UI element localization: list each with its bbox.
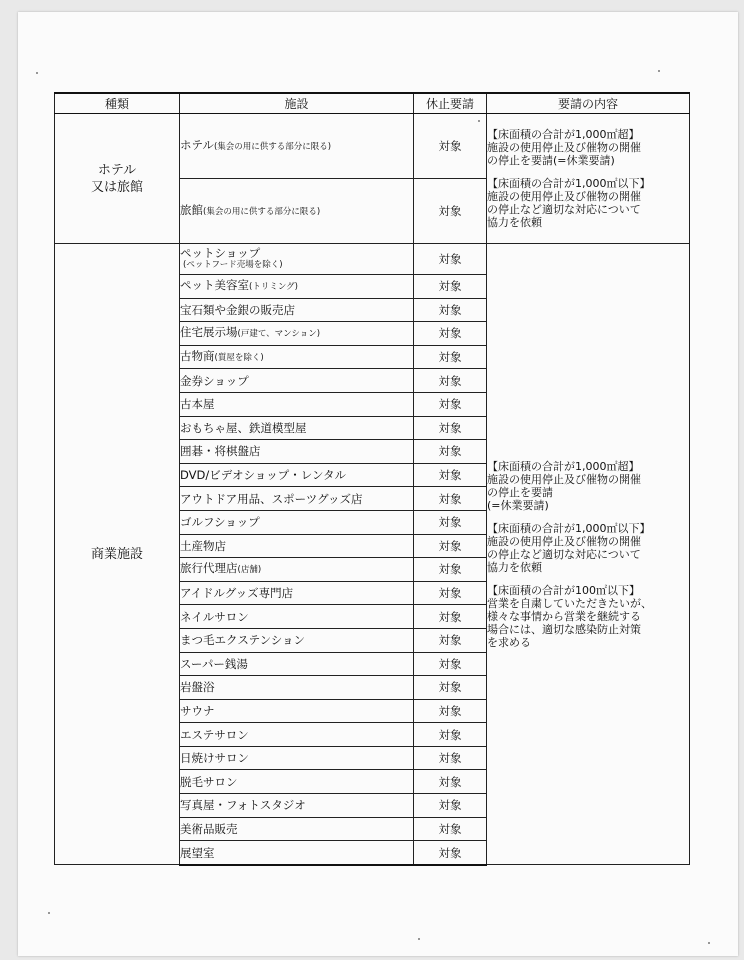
facility-name: 展望室 [180, 845, 215, 860]
facility-name: 古本屋 [180, 397, 215, 412]
facility-name: 美術品販売 [180, 821, 238, 836]
facility-cell [180, 723, 414, 747]
content-hotel [487, 114, 690, 244]
content-heading: 【床面積の合計が100㎡以下】 [487, 583, 640, 597]
content-block [487, 128, 689, 167]
facility-name: サウナ [180, 703, 215, 718]
content-block [487, 460, 689, 512]
request-cell: 対象 [414, 841, 487, 865]
facility-cell [180, 345, 414, 369]
facility-cell [180, 392, 414, 416]
request-cell: 対象 [414, 628, 487, 652]
content-line: の停止を要請(=休業要請) [487, 154, 615, 167]
content-line: 協力を依頼 [487, 560, 542, 574]
facility-cell [180, 487, 414, 511]
facility-name: 住宅展示場 [180, 325, 238, 340]
scan-speck [48, 912, 50, 914]
table-header-row [55, 93, 690, 114]
table-row [55, 114, 690, 179]
facility-cell [180, 416, 414, 440]
request-cell: 対象 [414, 581, 487, 605]
scan-speck [36, 72, 38, 74]
facility-name: エステサロン [180, 727, 249, 742]
request-cell: 対象 [414, 416, 487, 440]
request-cell: 対象 [414, 392, 487, 416]
facility-name: 脱毛サロン [180, 774, 238, 789]
content-line: の停止など適切な対応について [487, 203, 641, 216]
request-cell: 対象 [414, 463, 487, 487]
facility-name: アウトドア用品、スポーツグッズ店 [180, 491, 363, 506]
category-hotel-line2: 又は旅館 [90, 179, 143, 195]
facility-name: おもちゃ屋、鉄道模型屋 [180, 420, 307, 435]
facility-cell [180, 581, 414, 605]
facility-name: DVD/ビデオショップ・レンタル [180, 468, 347, 483]
request-cell: 対象 [414, 605, 487, 629]
facility-name: スーパー銭湯 [180, 656, 248, 671]
header-category: 種類 [55, 93, 180, 114]
facility-note: (店舗) [237, 565, 262, 576]
facility-cell [180, 244, 414, 275]
content-commercial [487, 244, 690, 865]
category-hotel-line1: ホテル [97, 162, 137, 178]
facility-name: ペットショップ [180, 246, 261, 260]
facility-cell [180, 605, 414, 629]
facility-note: (集会の用に供する部分に限る) [213, 142, 332, 152]
facility-note: (トリミング) [249, 282, 298, 293]
content-heading: 【床面積の合計が1,000㎡超】 [487, 128, 640, 141]
facility-name: 日焼けサロン [180, 751, 249, 766]
request-cell: 対象 [414, 510, 487, 534]
facility-name: ネイルサロン [180, 609, 249, 624]
content-line: 営業を自粛していただきたいが、 [487, 596, 652, 610]
facility-cell [180, 558, 414, 582]
facility-cell [180, 322, 414, 346]
request-cell: 対象 [414, 652, 487, 676]
facility-cell [180, 510, 414, 534]
facility-cell [180, 114, 414, 179]
facility-name: 古物商 [180, 349, 215, 364]
request-cell: 対象 [414, 114, 487, 179]
facility-name: アイドルグッズ専門店 [180, 586, 294, 601]
content-line: 施設の使用停止及び催物の開催 [487, 141, 641, 154]
header-request: 休止要請 [414, 93, 487, 114]
request-cell: 対象 [414, 746, 487, 770]
content-line: 施設の使用停止及び催物の開催 [487, 190, 641, 203]
request-cell: 対象 [414, 298, 487, 322]
facility-cell [180, 440, 414, 464]
facility-cell [180, 298, 414, 322]
facility-cell [180, 652, 414, 676]
content-line: を求める [487, 635, 531, 649]
facility-cell [180, 463, 414, 487]
facility-note: (集会の用に供する部分に限る) [203, 207, 321, 217]
facility-cell [180, 699, 414, 723]
facility-cell [180, 817, 414, 841]
facility-cell [180, 841, 414, 865]
content-block [487, 177, 689, 229]
request-cell: 対象 [414, 369, 487, 393]
request-cell: 対象 [414, 440, 487, 464]
content-heading: 【床面積の合計が1,000㎡超】 [487, 459, 640, 473]
facility-name: ペット美容室 [180, 278, 249, 293]
content-line: 協力を依頼 [487, 216, 542, 229]
request-cell: 対象 [414, 345, 487, 369]
document-page [18, 12, 738, 956]
request-cell: 対象 [414, 244, 487, 275]
facility-cell [180, 770, 414, 794]
scan-speck [708, 942, 710, 944]
facility-cell [180, 534, 414, 558]
facility-cell [180, 746, 414, 770]
request-cell: 対象 [414, 817, 487, 841]
facility-name: ゴルフショップ [180, 515, 260, 530]
facility-name: 写真屋・フォトスタジオ [180, 798, 306, 813]
content-line: 場合には、適切な感染防止対策 [487, 622, 641, 636]
request-cell: 対象 [414, 487, 487, 511]
request-cell: 対象 [414, 534, 487, 558]
request-cell: 対象 [414, 723, 487, 747]
facility-cell [180, 275, 414, 299]
facility-cell [180, 179, 414, 244]
category-hotel [55, 114, 180, 244]
facility-name: まつ毛エクステンション [180, 633, 306, 648]
facility-name: 土産物店 [180, 538, 226, 553]
facility-cell [180, 676, 414, 700]
request-cell: 対象 [414, 794, 487, 818]
closure-request-table [54, 92, 690, 866]
request-cell: 対象 [414, 676, 487, 700]
facility-note: (戸建て、マンション) [237, 329, 321, 340]
header-facility: 施設 [180, 93, 414, 114]
request-cell: 対象 [414, 322, 487, 346]
content-line: 施設の使用停止及び催物の開催 [487, 472, 641, 486]
facility-note: (ペットフード売場を除く) [183, 260, 283, 270]
scan-speck [418, 938, 420, 940]
facility-cell [180, 794, 414, 818]
request-cell: 対象 [414, 275, 487, 299]
facility-note: (質屋を除く) [214, 353, 264, 364]
facility-name: 旅行代理店 [180, 561, 238, 576]
content-line: 施設の使用停止及び催物の開催 [487, 534, 641, 548]
facility-name: 金券ショップ [180, 373, 249, 388]
scan-speck [478, 120, 480, 122]
content-line: の停止を要請 [487, 485, 553, 499]
table-body [55, 114, 690, 865]
request-cell: 対象 [414, 699, 487, 723]
request-cell: 対象 [414, 558, 487, 582]
facility-name: 旅館 [180, 203, 203, 217]
scan-speck [658, 70, 660, 72]
facility-cell [180, 369, 414, 393]
content-line: 様々な事情から営業を継続する [487, 609, 641, 623]
facility-cell [180, 628, 414, 652]
facility-name: 囲碁・将棋盤店 [180, 444, 261, 459]
content-block [487, 584, 689, 649]
request-cell: 対象 [414, 179, 487, 244]
header-content: 要請の内容 [487, 93, 690, 114]
facility-name: ホテル [180, 138, 214, 152]
request-cell: 対象 [414, 770, 487, 794]
content-heading: 【床面積の合計が1,000㎡以下】 [487, 521, 651, 535]
table-row [55, 244, 690, 275]
content-line: (=休業要請) [487, 498, 549, 512]
facility-name: 岩盤浴 [180, 680, 215, 695]
category-commercial: 商業施設 [55, 244, 180, 865]
content-line: の停止など適切な対応について [487, 547, 641, 561]
content-block [487, 522, 689, 574]
facility-name: 宝石類や金銀の販売店 [180, 302, 295, 317]
content-heading: 【床面積の合計が1,000㎡以下】 [487, 177, 651, 190]
